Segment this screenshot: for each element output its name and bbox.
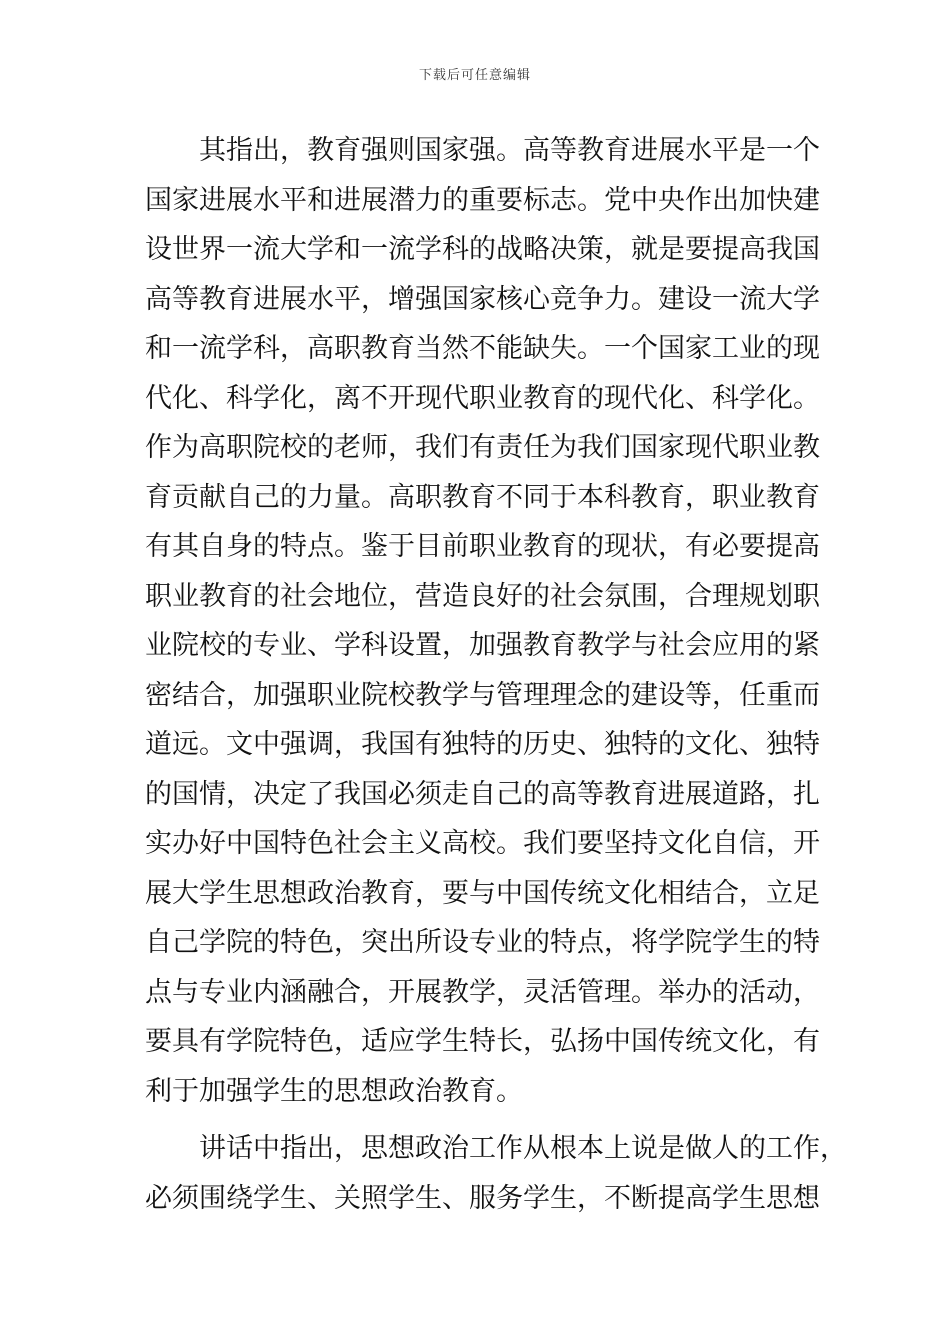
text-line: 作为高职院校的老师，我们有责任为我们国家现代职业教 — [145, 432, 820, 463]
text-line: 有其自身的特点。鉴于目前职业教育的现状，有必要提高 — [145, 531, 820, 562]
text-line: 和一流学科，高职教育当然不能缺失。一个国家工业的现 — [145, 333, 820, 364]
text-line: 设世界一流大学和一流学科的战略决策，就是要提高我国 — [145, 234, 820, 265]
text-line: 职业教育的社会地位，营造良好的社会氛围，合理规划职 — [145, 580, 820, 612]
text-line: 要具有学院特色，适应学生特长，弘扬中国传统文化，有 — [145, 1026, 820, 1057]
text-line: 育贡献自己的力量。高职教育不同于本科教育，职业教育 — [145, 481, 820, 513]
text-line: 代化、科学化，离不开现代职业教育的现代化、科学化。 — [145, 382, 820, 414]
document-body — [145, 126, 847, 1223]
text-line: 密结合，加强职业院校教学与管理理念的建设等，任重而 — [145, 679, 820, 711]
text-line: 利于加强学生的思想政治教育。 — [145, 1075, 523, 1107]
paragraph-1 — [145, 126, 820, 1116]
text-line: 自己学院的特色，突出所设专业的特点，将学院学生的特 — [145, 927, 820, 958]
header-note: 下载后可任意编辑 — [418, 68, 531, 83]
paragraph-2 — [145, 1124, 847, 1223]
text-line: 业院校的专业、学科设置，加强教育教学与社会应用的紧 — [145, 630, 820, 661]
paragraph-gap — [145, 1116, 813, 1124]
text-line: 点与专业内涵融合，开展教学，灵活管理。举办的活动， — [145, 976, 820, 1008]
text-line: 国家进展水平和进展潜力的重要标志。党中央作出加快建 — [145, 184, 820, 216]
text-line: 必须围绕学生、关照学生、服务学生，不断提高学生思想 — [145, 1182, 820, 1214]
text-line: 展大学生思想政治教育，要与中国传统文化相结合，立足 — [145, 877, 820, 909]
text-line: 讲话中指出，思想政治工作从根本上说是做人的工作， — [199, 1133, 847, 1164]
text-line: 其指出，教育强则国家强。高等教育进展水平是一个 — [199, 135, 820, 166]
text-line: 高等教育进展水平，增强国家核心竞争力。建设一流大学 — [145, 283, 820, 315]
text-line: 道远。文中强调，我国有独特的历史、独特的文化、独特 — [145, 729, 820, 760]
text-line: 实办好中国特色社会主义高校。我们要坚持文化自信，开 — [145, 828, 820, 859]
text-line: 的国情，决定了我国必须走自己的高等教育进展道路，扎 — [145, 778, 820, 810]
